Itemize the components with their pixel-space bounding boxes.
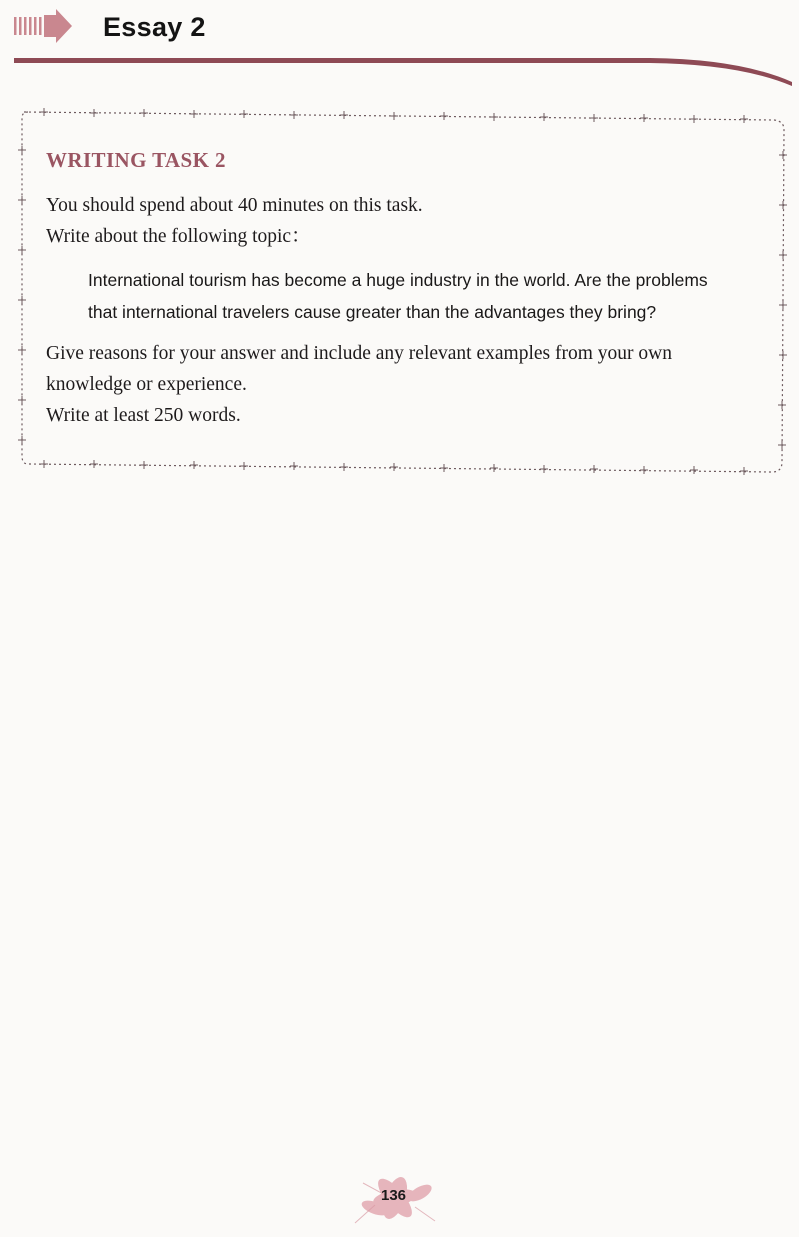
- essay-prompt: [88, 264, 776, 328]
- prompt-line: that international travelers cause greater than the advantages they bring?: [88, 302, 657, 322]
- writing-task: [46, 145, 776, 431]
- reasons-instruction: knowledge or experience.: [46, 374, 247, 395]
- word-limit: Write at least 250 words.: [46, 405, 241, 426]
- page-title: Essay 2: [103, 12, 206, 42]
- instruction-topic: Write about the following topic：: [46, 226, 311, 247]
- instruction-time: You should spend about 40 minutes on this task.: [46, 195, 423, 216]
- prompt-line: International tourism has become a huge industry in the world. Are the problems: [88, 270, 708, 290]
- double-arrow-right-icon: [12, 8, 74, 44]
- page-number: 136: [381, 1187, 407, 1204]
- header-rule: [0, 52, 799, 88]
- task-heading: WRITING TASK 2: [46, 148, 226, 172]
- reasons-instruction: Give reasons for your answer and include any relevant examples from your own: [46, 343, 672, 364]
